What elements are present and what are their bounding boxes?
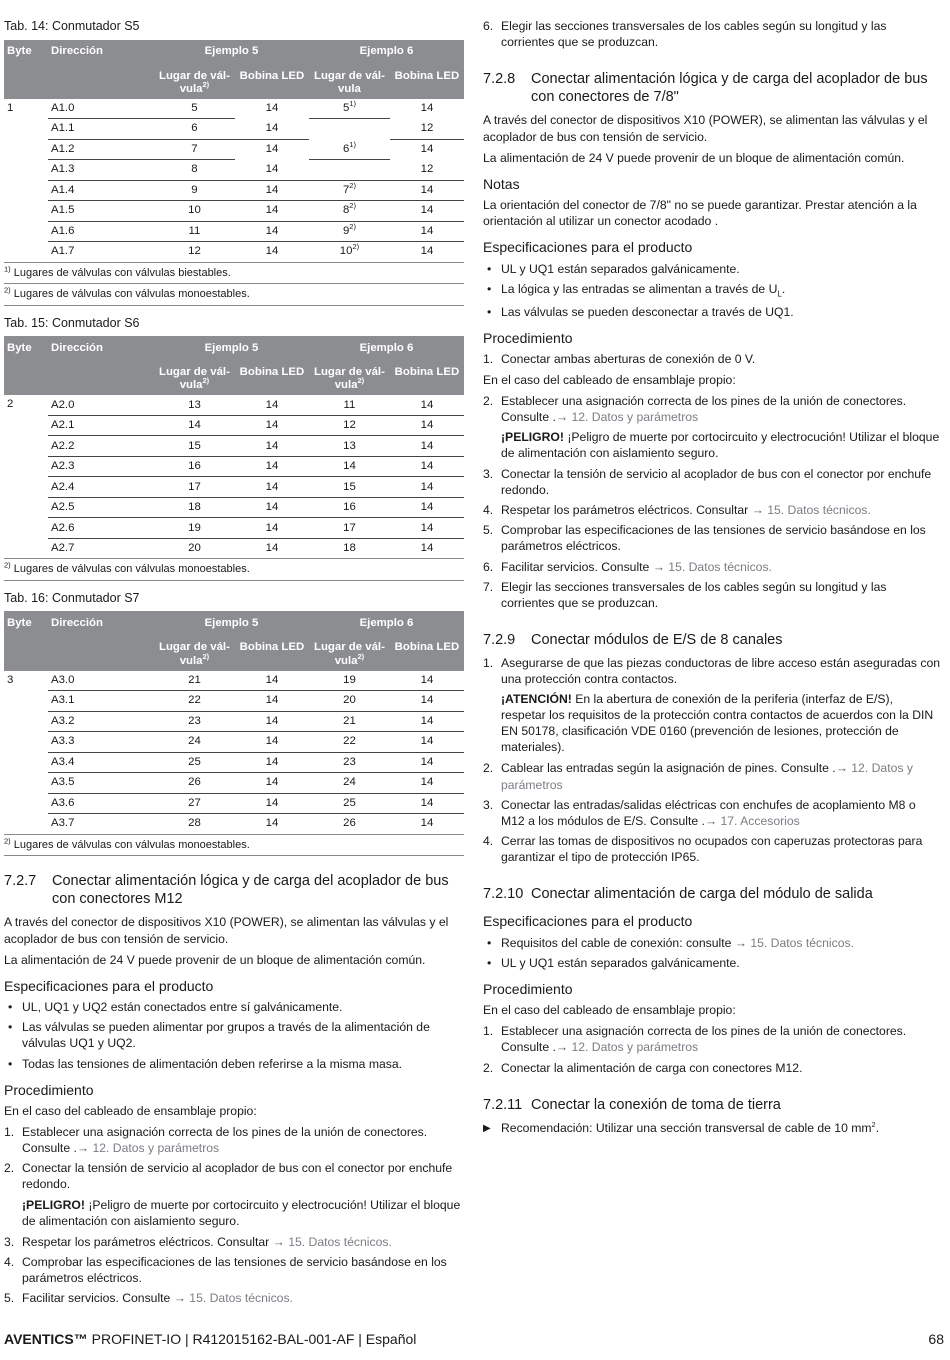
step: 2. Cablear las entradas según la asignación de pines. Consulte .→ 12. Datos y parámetros	[483, 761, 913, 792]
crossref-link[interactable]: 17. Accesorios	[720, 813, 800, 828]
list-item: • La lógica y las entradas se alimentan a través de $U_L$.	[483, 281, 941, 300]
table-row: A2.2 15 14 13 14	[4, 436, 464, 457]
paragraph: En el caso del cableado de ensamblaje propio:	[483, 1003, 736, 1018]
crossref-link[interactable]: 12. Datos y parámetros	[92, 1141, 220, 1156]
step: 3. Conectar las entradas/salidas eléctricas con enchufes de acoplamiento M8 o M12 a los módulos de E/S. Consulte .→ 17. Accesorios	[483, 797, 916, 828]
arrow-right-icon: →	[76, 1141, 93, 1156]
table-row: A2.1 14 14 12 14	[4, 415, 464, 436]
arrow-right-icon: →	[734, 935, 751, 950]
crossref-link[interactable]: 12. Datos y parámetros	[571, 1040, 699, 1055]
arrow-right-icon: →	[704, 813, 721, 828]
step: 2. Conectar la tensión de servicio al acoplador de bus con el conector por enchufe redondo.	[4, 1161, 453, 1192]
table-row: A3.7 28 14 26 14	[51, 817, 434, 830]
paragraph: La alimentación de 24 V puede provenir de un bloque de alimentación común.	[4, 952, 426, 967]
step: 3. Conectar la tensión de servicio al acoplador de bus con el conector por enchufe redondo.	[483, 467, 932, 498]
paragraph: La orientación del conector de 7/8" no se puede garantizar. Prestar atención a la orientación al utilizar un conector acodado .	[483, 198, 917, 229]
table-row: A2.3 16 14 14 14	[4, 456, 464, 477]
col-valve-place: Lugar de vál- vula$^{2)}$	[309, 360, 390, 395]
table-row: 1 A1.0 5 14 5$^{1)}$ 14	[4, 99, 464, 119]
valve-table-s5	[4, 40, 464, 262]
valve-table-s6	[4, 336, 464, 558]
page-number: 68	[928, 1331, 944, 1347]
subheading: Especificaciones para el producto	[483, 913, 693, 930]
arrow-right-icon: →	[652, 559, 669, 574]
step: 4. Cerrar las tomas de dispositivos no ocupados con caperuzas protectoras para garantizar el tipo de protección IP65.	[483, 833, 923, 864]
col-led-coil: Bobina LED	[390, 635, 464, 670]
col-led-coil: Bobina LED	[235, 360, 309, 395]
col-led-coil: Bobina LED	[390, 64, 464, 99]
col-led-coil: Bobina LED	[235, 64, 309, 99]
list-item: • UL, UQ1 y UQ2 están conectados entre sí galvánicamente.	[4, 999, 464, 1015]
subheading: Notas	[483, 175, 520, 192]
table-row: A1.7 12 14 10$^{2)}$ 14	[51, 242, 434, 258]
brand-name: AVENTICS™	[4, 1331, 88, 1347]
col-byte: Byte	[4, 40, 48, 64]
section-heading-7-2-9: 7.2.9 Conectar módulos de E/S de 8 canales	[483, 631, 783, 648]
step: 1. Establecer una asignación correcta de los pines de la unión de conectores. Consulte .→ 12. Datos y parámetros	[483, 1024, 907, 1055]
table-row: A2.5 18 14 16 14	[4, 497, 464, 518]
crossref-link[interactable]: 15. Datos técnicos.	[189, 1291, 293, 1305]
paragraph: A través del conector de dispositivos X10 (POWER), se alimentan las válvulas y el acoplador de bus con tensión de servicio.	[4, 915, 449, 946]
table-row: A3.6 27 14 25 14	[4, 793, 464, 814]
table-caption: Tab. 14: Conmutador S5	[4, 19, 140, 33]
col-example-5: Ejemplo 5	[154, 336, 309, 360]
caution-note: ¡ATENCIÓN! En la abertura de conexión de la periferia (interfaz de E/S), respetar los requisitos de la protección contra contactos de acuerdos con la DIN EN 50178, clasificación VDE 0160 (prevención de lesiones, protección de materiales).	[501, 692, 934, 755]
paragraph: La alimentación de 24 V puede provenir de un bloque de alimentación común.	[483, 150, 905, 165]
col-led-coil: Bobina LED	[390, 360, 464, 395]
col-byte: Byte	[4, 611, 48, 635]
left-column	[4, 18, 464, 1310]
arrow-right-icon: →	[272, 1234, 289, 1249]
danger-note: ¡PELIGRO! ¡Peligro de muerte por cortocircuito y electrocución! Utilizar el bloque de alimentación con aislamiento seguro.	[22, 1197, 461, 1228]
spec-list	[4, 999, 464, 1071]
page-footer	[4, 1330, 944, 1348]
table-row: A2.6 19 14 17 14	[4, 518, 464, 539]
paragraph: En el caso del cableado de ensamblaje propio:	[483, 372, 736, 387]
list-item: • Las válvulas se pueden desconectar a través de UQ1.	[483, 304, 941, 320]
step: 4. Comprobar las especificaciones de las tensiones de servicio basándose en los parámetros eléctricos.	[4, 1254, 447, 1285]
table-row: A1.3 8 14 12	[4, 160, 464, 181]
table-row: A3.2 23 14 21 14	[4, 711, 464, 732]
table-row: A3.4 25 14 23 14	[4, 752, 464, 773]
table-row: 3 A3.0 21 14 19 14	[4, 671, 464, 691]
crossref-link[interactable]: 15. Datos técnicos.	[750, 935, 854, 950]
paragraph: A través del conector de dispositivos X10 (POWER), se alimentan las válvulas y el acoplador de bus con tensión de servicio.	[483, 113, 928, 144]
section-heading-7-2-7: 7.2.7 Conectar alimentación lógica y de carga del acoplador de bus con conectores M12	[4, 873, 449, 908]
table-row: A1.2 7 14 6$^{1)}$ 14	[4, 139, 464, 160]
arrow-right-icon: →	[751, 503, 768, 518]
col-example-6: Ejemplo 6	[309, 40, 464, 64]
subheading: Especificaciones para el producto	[4, 977, 214, 994]
table-row: A3.3 24 14 22 14	[4, 732, 464, 753]
step: 1. Asegurarse de que las piezas conductoras de libre acceso están aseguradas con una protección contra contactos.	[483, 655, 941, 687]
table-row: A3.5 26 14 24 14	[4, 773, 464, 794]
col-direction: Dirección	[48, 336, 154, 360]
table-footnote: $^{2)}$ Lugares de válvulas con válvulas monoestables.	[4, 834, 464, 857]
subheading: Procedimiento	[483, 330, 573, 347]
step: 6. Elegir las secciones transversales de los cables según su longitud y las corrientes que se produzcan.	[483, 19, 887, 50]
col-valve-place: Lugar de vál- vula$^{2)}$	[154, 64, 235, 99]
step: 6. Facilitar servicios. Consulte → 15. Datos técnicos.	[483, 559, 772, 574]
section-heading-7-2-10: 7.2.10 Conectar alimentación de carga del módulo de salida	[483, 886, 873, 903]
list-item: • UL y UQ1 están separados galvánicamente.	[483, 261, 941, 277]
table-row: 2 A2.0 13 14 11 14	[4, 395, 464, 415]
table-caption: Tab. 15: Conmutador S6	[4, 315, 140, 330]
table-row: A2.4 17 14 15 14	[4, 477, 464, 498]
col-valve-place: Lugar de vál- vula$^{2)}$	[309, 635, 390, 670]
arrow-right-icon: →	[835, 761, 852, 776]
col-direction: Dirección	[48, 611, 154, 635]
table-row: A2.7 20 14 18 14	[51, 542, 434, 555]
step: 2. Conectar la alimentación de carga con conectores M12.	[483, 1060, 803, 1075]
col-example-6: Ejemplo 6	[309, 336, 464, 360]
col-valve-place: Lugar de vál- vula$^{2)}$	[154, 635, 235, 670]
table-row: A1.5 10 14 8$^{2)}$ 14	[4, 201, 464, 222]
step: 3. Respetar los parámetros eléctricos. Consultar → 15. Datos técnicos.	[4, 1234, 392, 1249]
step: 1. Conectar ambas aberturas de conexión de 0 V.	[483, 352, 756, 367]
recommendation: ▶ Recomendación: Utilizar una sección transversal de cable de 10 $mm^2$.	[483, 1119, 880, 1135]
step: 5. Facilitar servicios. Consulte → 15. Datos técnicos.	[4, 1291, 293, 1305]
crossref-link[interactable]: 12. Datos y parámetros	[501, 761, 913, 792]
col-byte: Byte	[4, 336, 48, 360]
right-column	[483, 18, 941, 1141]
valve-table-s7	[4, 611, 464, 833]
paragraph: En el caso del cableado de ensamblaje propio:	[4, 1104, 257, 1119]
crossref-link[interactable]: 15. Datos técnicos.	[767, 503, 871, 518]
danger-note: ¡PELIGRO! ¡Peligro de muerte por cortocircuito y electrocución! Utilizar el bloque de alimentación con aislamiento seguro.	[501, 429, 940, 460]
table-footnote: $^{2)}$ Lugares de válvulas con válvulas monoestables.	[4, 284, 464, 306]
list-item: • Todas las tensiones de alimentación deben referirse a la misma masa.	[4, 1056, 464, 1072]
table-row: A1.4 9 14 7$^{2)}$ 14	[4, 180, 464, 201]
subheading: Procedimiento	[483, 980, 573, 997]
subheading: Procedimiento	[4, 1081, 94, 1098]
step: 1. Establecer una asignación correcta de los pines de la unión de conectores. Consulte .→ 12. Datos y parámetros	[4, 1125, 428, 1156]
list-item: • Las válvulas se pueden alimentar por grupos a través de la alimentación de válvulas UQ1 y UQ2.	[4, 1019, 464, 1051]
col-example-5: Ejemplo 5	[154, 611, 309, 635]
col-valve-place: Lugar de vál- vula$^{2)}$	[154, 360, 235, 395]
list-item: • UL y UQ1 están separados galvánicamente.	[483, 955, 941, 971]
crossref-link[interactable]: 15. Datos técnicos.	[288, 1234, 392, 1249]
crossref-link[interactable]: 12. Datos y parámetros	[571, 409, 699, 424]
table-row: A1.1 6 14 12	[4, 119, 464, 140]
crossref-link[interactable]: 15. Datos técnicos.	[668, 559, 772, 574]
spec-list	[483, 935, 941, 971]
table-caption: Tab. 16: Conmutador S7	[4, 590, 140, 605]
section-heading-7-2-8: 7.2.8 Conectar alimentación lógica y de carga del acoplador de bus con conectores de 7/8"	[483, 71, 928, 106]
arrow-right-icon: →	[173, 1291, 190, 1305]
table-footnote: $^{1)}$ Lugares de válvulas con válvulas biestables.	[4, 262, 464, 285]
step: 2. Establecer una asignación correcta de los pines de la unión de conectores. Consulte .→ 12. Datos y parámetros	[483, 393, 907, 424]
col-led-coil: Bobina LED	[235, 635, 309, 670]
col-valve-place: Lugar de vál- vula	[309, 64, 390, 99]
list-item: • Requisitos del cable de conexión: consulte → 15. Datos técnicos.	[483, 935, 941, 951]
table-row: A1.6 11 14 9$^{2)}$ 14	[4, 221, 464, 242]
subheading: Especificaciones para el producto	[483, 239, 693, 256]
col-example-5: Ejemplo 5	[154, 40, 309, 64]
table-footnote: $^{2)}$ Lugares de válvulas con válvulas monoestables.	[4, 558, 464, 581]
section-heading-7-2-11: 7.2.11 Conectar la conexión de toma de tierra	[483, 1096, 781, 1113]
arrow-right-icon: →	[555, 409, 572, 424]
step: 5. Comprobar las especificaciones de las tensiones de servicio basándose en los parámetros eléctricos.	[483, 523, 926, 554]
document-info: PROFINET-IO | R412015162-BAL-001-AF | Español	[87, 1331, 417, 1347]
arrow-right-icon: →	[555, 1040, 572, 1055]
table-row: A3.1 22 14 20 14	[4, 691, 464, 712]
spec-list	[483, 261, 941, 320]
col-example-6: Ejemplo 6	[309, 611, 464, 635]
triangle-right-icon: ▶	[483, 1122, 491, 1134]
step: 4. Respetar los parámetros eléctricos. Consultar → 15. Datos técnicos.	[483, 503, 871, 518]
col-direction: Dirección	[48, 40, 154, 64]
step: 7. Elegir las secciones transversales de los cables según su longitud y las corrientes que se produzcan.	[483, 579, 887, 610]
